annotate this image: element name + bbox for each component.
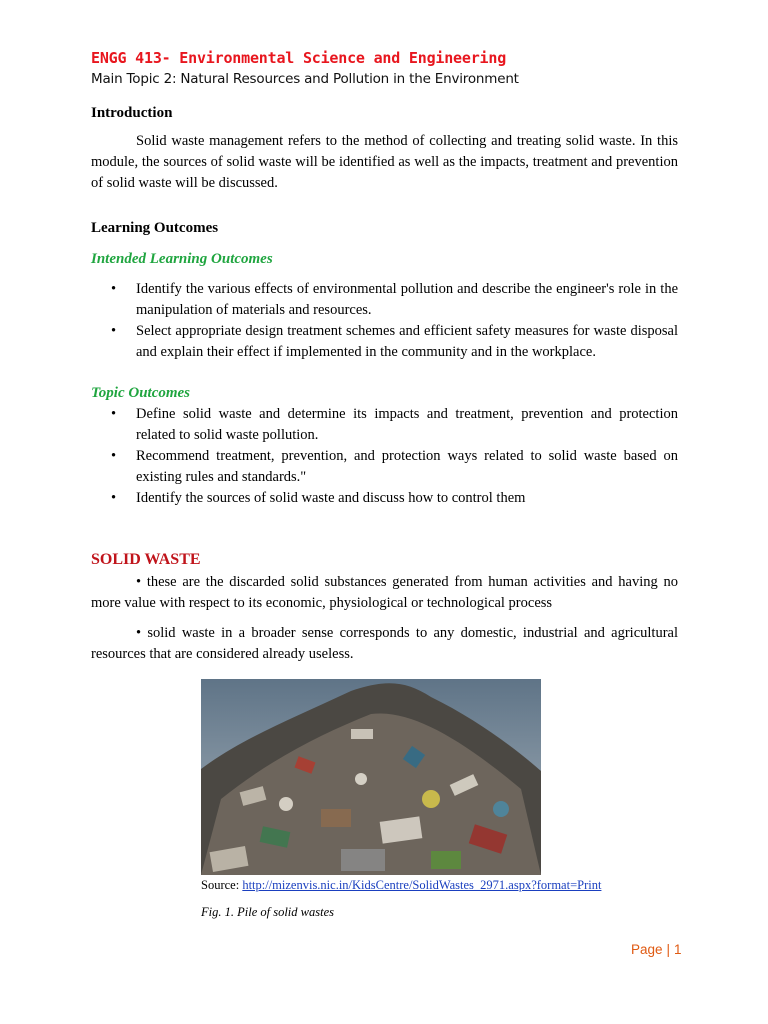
list-item [91,321,678,363]
main-topic: Main Topic 2: Natural Resources and Pollution in the Environment [91,71,519,87]
topic-outcomes-heading: Topic Outcomes [91,385,191,401]
intended-outcomes-list [91,279,678,363]
solid-waste-definition-1: • these are the discarded solid substances generated from human activities and having no more value with respect to its economic, physiological or technological process [91,574,678,611]
list-item [91,488,678,509]
bullet-icon: • [111,281,117,297]
course-title: ENGG 413- Environmental Science and Engineering [91,49,507,67]
page-number-footer [631,942,682,957]
solid-waste-heading: SOLID WASTE [91,551,201,568]
solid-waste-definition-2: • solid waste in a broader sense corresponds to any domestic, industrial and agricultural resources that are considered already useless. [91,625,678,662]
figure-caption: Fig. 1. Pile of solid wastes [201,905,334,919]
bullet-icon: • [111,406,117,422]
bullet-icon: • [111,490,117,506]
introduction-heading: Introduction [91,105,173,121]
list-item-text: Define solid waste and determine its impacts and treatment, prevention and protection related to solid waste pollution. [136,406,678,443]
list-item [91,446,678,488]
bullet-icon: • [111,448,117,464]
list-item-text: Identify the various effects of environmental pollution and describe the engineer's role in the manipulation of materials and resources. [136,281,678,318]
source-link[interactable]: http://mizenvis.nic.in/KidsCentre/SolidWastes_2971.aspx?format=Print [242,878,602,892]
source-label: Source: [201,878,243,892]
intended-outcomes-heading: Intended Learning Outcomes [91,251,273,267]
solid-waste-pile-image [201,679,541,875]
page-separator: | [666,942,671,957]
introduction-text: Solid waste management refers to the method of collecting and treating solid waste. In this module, the sources of solid waste will be identified as well as the impacts, treatment and prevention of solid waste will be discussed. [91,133,678,191]
list-item-text: Recommend treatment, prevention, and protection ways related to solid waste based on existing rules and standards." [136,448,678,485]
bullet-icon: • [111,323,117,339]
figure-source [201,878,601,893]
topic-outcomes-list [91,404,678,509]
list-item-text: Select appropriate design treatment schemes and efficient safety measures for waste disposal and explain their effect if implemented in the community and in the workplace. [136,323,678,360]
page-number: 1 [674,942,682,957]
list-item-text: Identify the sources of solid waste and discuss how to control them [136,490,526,506]
list-item [91,279,678,321]
list-item [91,404,678,446]
learning-outcomes-heading: Learning Outcomes [91,220,219,236]
page-label: Page [631,942,663,957]
